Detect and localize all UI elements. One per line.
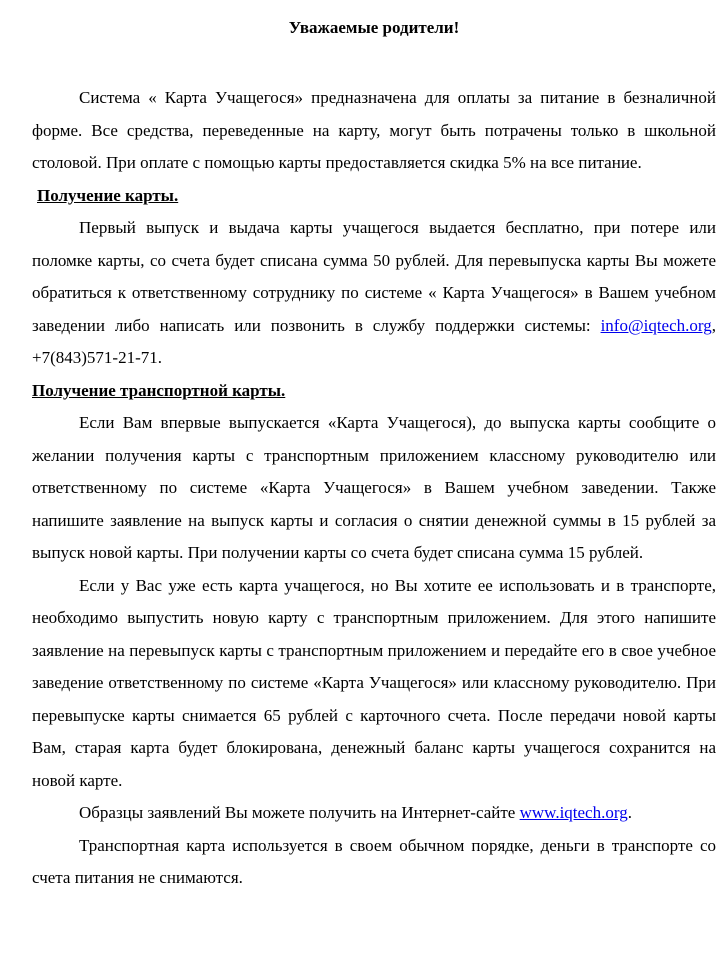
transport-paragraph-4: Транспортная карта используется в своем обычном порядке, деньги в транспорте со счета питания не снимаются. [32, 835, 716, 887]
transport-paragraph-1: Если Вам впервые выпускается «Карта Учащегося), до выпуска карты сообщите о желании получения карты с транспортным приложением классному руководителю или ответственному по системе «Карта Учащегося» в Вашем учебном заведении. Также напишите заявление на выпуск карты и согласия о снятии денежной суммы в 15 рублей за выпуск новой карты. При получении карты со счета будет списана сумма 15 рублей. [32, 413, 716, 562]
transport-paragraph-2: Если у Вас уже есть карта учащегося, но Вы хотите ее использовать и в транспорте, необходимо выпустить новую карту с транспортным приложением. Для этого напишите заявление на перевыпуск карты с транспортным приложением и передайте его в свое учебное заведение ответственному по системе «Карта Учащегося» или классному руководителю. При перевыпуске карты снимается 65 рублей с карточного счета. После передачи новой карты Вам, старая карта будет блокирована, денежный баланс карты учащегося сохранится на новой карте. [32, 575, 716, 790]
forms-text-end: . [627, 803, 632, 822]
intro-paragraph: Система « Карта Учащегося» предназначена для оплаты за питание в безналичной форме. Все средства, переведенные на карту, могут быть потрачены только в школьной столовой. При оплате с помощью карты предоставляется скидка 5% на все питание. [32, 88, 716, 172]
transport-paragraph-3 [32, 797, 716, 830]
support-phone-text: , +7(843)571-21-71. [32, 315, 716, 367]
page-title: Уважаемые родители! [288, 18, 460, 37]
forms-text: Образцы заявлений Вы можете получить на Интернет-сайте [79, 803, 520, 822]
section-heading-card: Получение карты. [37, 185, 179, 205]
card-paragraph [32, 212, 716, 375]
card-paragraph-text: Первый выпуск и выдача карты учащегося выдается бесплатно, при потере или поломке карты, со счета будет списана сумма 50 рублей. Для перевыпуска карты Вы можете обратиться к ответственному сотруднику по системе « Карта Учащегося» в Вашем учебном заведении либо написать или позвонить в службу поддержки системы: [32, 218, 716, 335]
support-email-link[interactable]: info@iqtech.org [600, 315, 712, 335]
section-heading-transport-card: Получение транспортной карты. [32, 380, 286, 400]
website-link[interactable]: www.iqtech.org [519, 803, 628, 822]
